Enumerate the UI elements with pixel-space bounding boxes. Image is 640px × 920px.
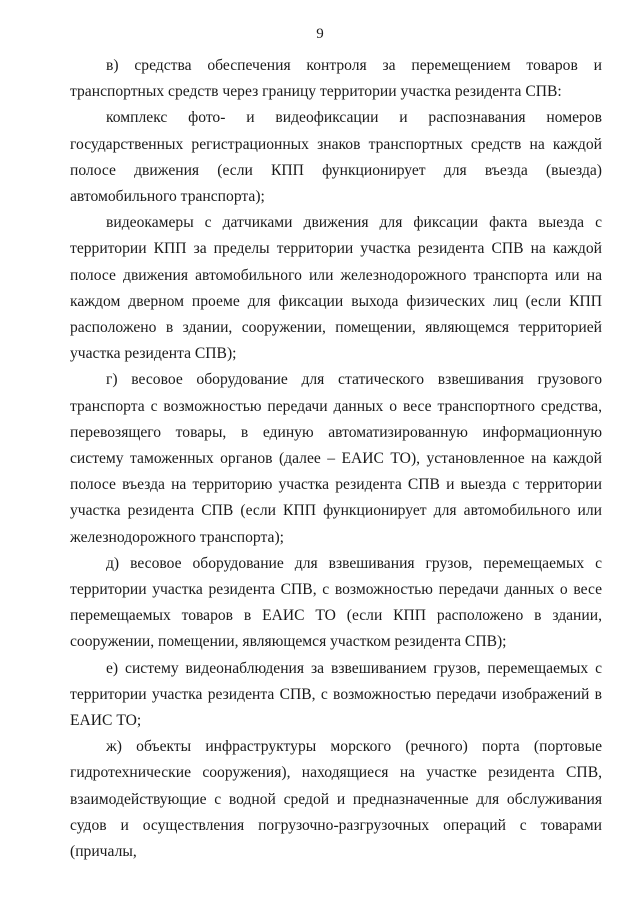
paragraph-e-video-surveillance: е) систему видеонаблюдения за взвешиванием грузов, перемещаемых с территории участка резидента СПВ, с возможностью передачи изображений в ЕАИС ТО; <box>70 659 602 730</box>
paragraph-g-static-weighing: г) весовое оборудование для статического взвешивания грузового транспорта с возможностью передачи данных о весе транспортного средства, перевозящего товары, в единую автоматизированную информационную систему таможенных органов (далее – ЕАИС ТО), установленное на каждой полосе въезда на территорию участка резидента СПВ и выезда с территории участка резидента СПВ (если КПП функционирует для автомобильного или железнодорожного транспорта); <box>70 371 602 546</box>
paragraph-zh-port-infrastructure: ж) объекты инфраструктуры морского (речного) порта (портовые гидротехнические сооружения), находящиеся на участке резидента СПВ, взаимодействующие с водной средой и предназначенные для обслуживания судов и осуществления погрузочно-разгрузочных операций с товарами (причалы, <box>70 738 602 861</box>
page-number: 9 <box>316 26 324 42</box>
paragraph-video-cameras: видеокамеры с датчиками движения для фиксации факта выезда с территории КПП за пределы территории участка резидента СПВ на каждой полосе движения автомобильного или железнодорожного транспорта или на каждом дверном проеме для фиксации выхода физических лиц (если КПП расположено в здании, сооружении, помещении, являющемся территорией участка резидента СПВ); <box>70 214 602 363</box>
paragraph-d-cargo-weighing: д) весовое оборудование для взвешивания грузов, перемещаемых с территории участка резидента СПВ, с возможностью передачи данных о весе перемещаемых товаров в ЕАИС ТО (если КПП расположено в здании, сооружении, помещении, являющемся участком резидента СПВ); <box>70 554 602 651</box>
paragraph-v-control-means: в) средства обеспечения контроля за перемещением товаров и транспортных средств через границу территории участка резидента СПВ: <box>70 57 602 101</box>
document-body <box>70 53 602 865</box>
paragraph-photo-video-fixation: комплекс фото- и видеофиксации и распознавания номеров государственных регистрационных знаков транспортных средств на каждой полосе движения (если КПП функционирует для въезда (выезда) автомобильного транспорта); <box>70 109 602 206</box>
